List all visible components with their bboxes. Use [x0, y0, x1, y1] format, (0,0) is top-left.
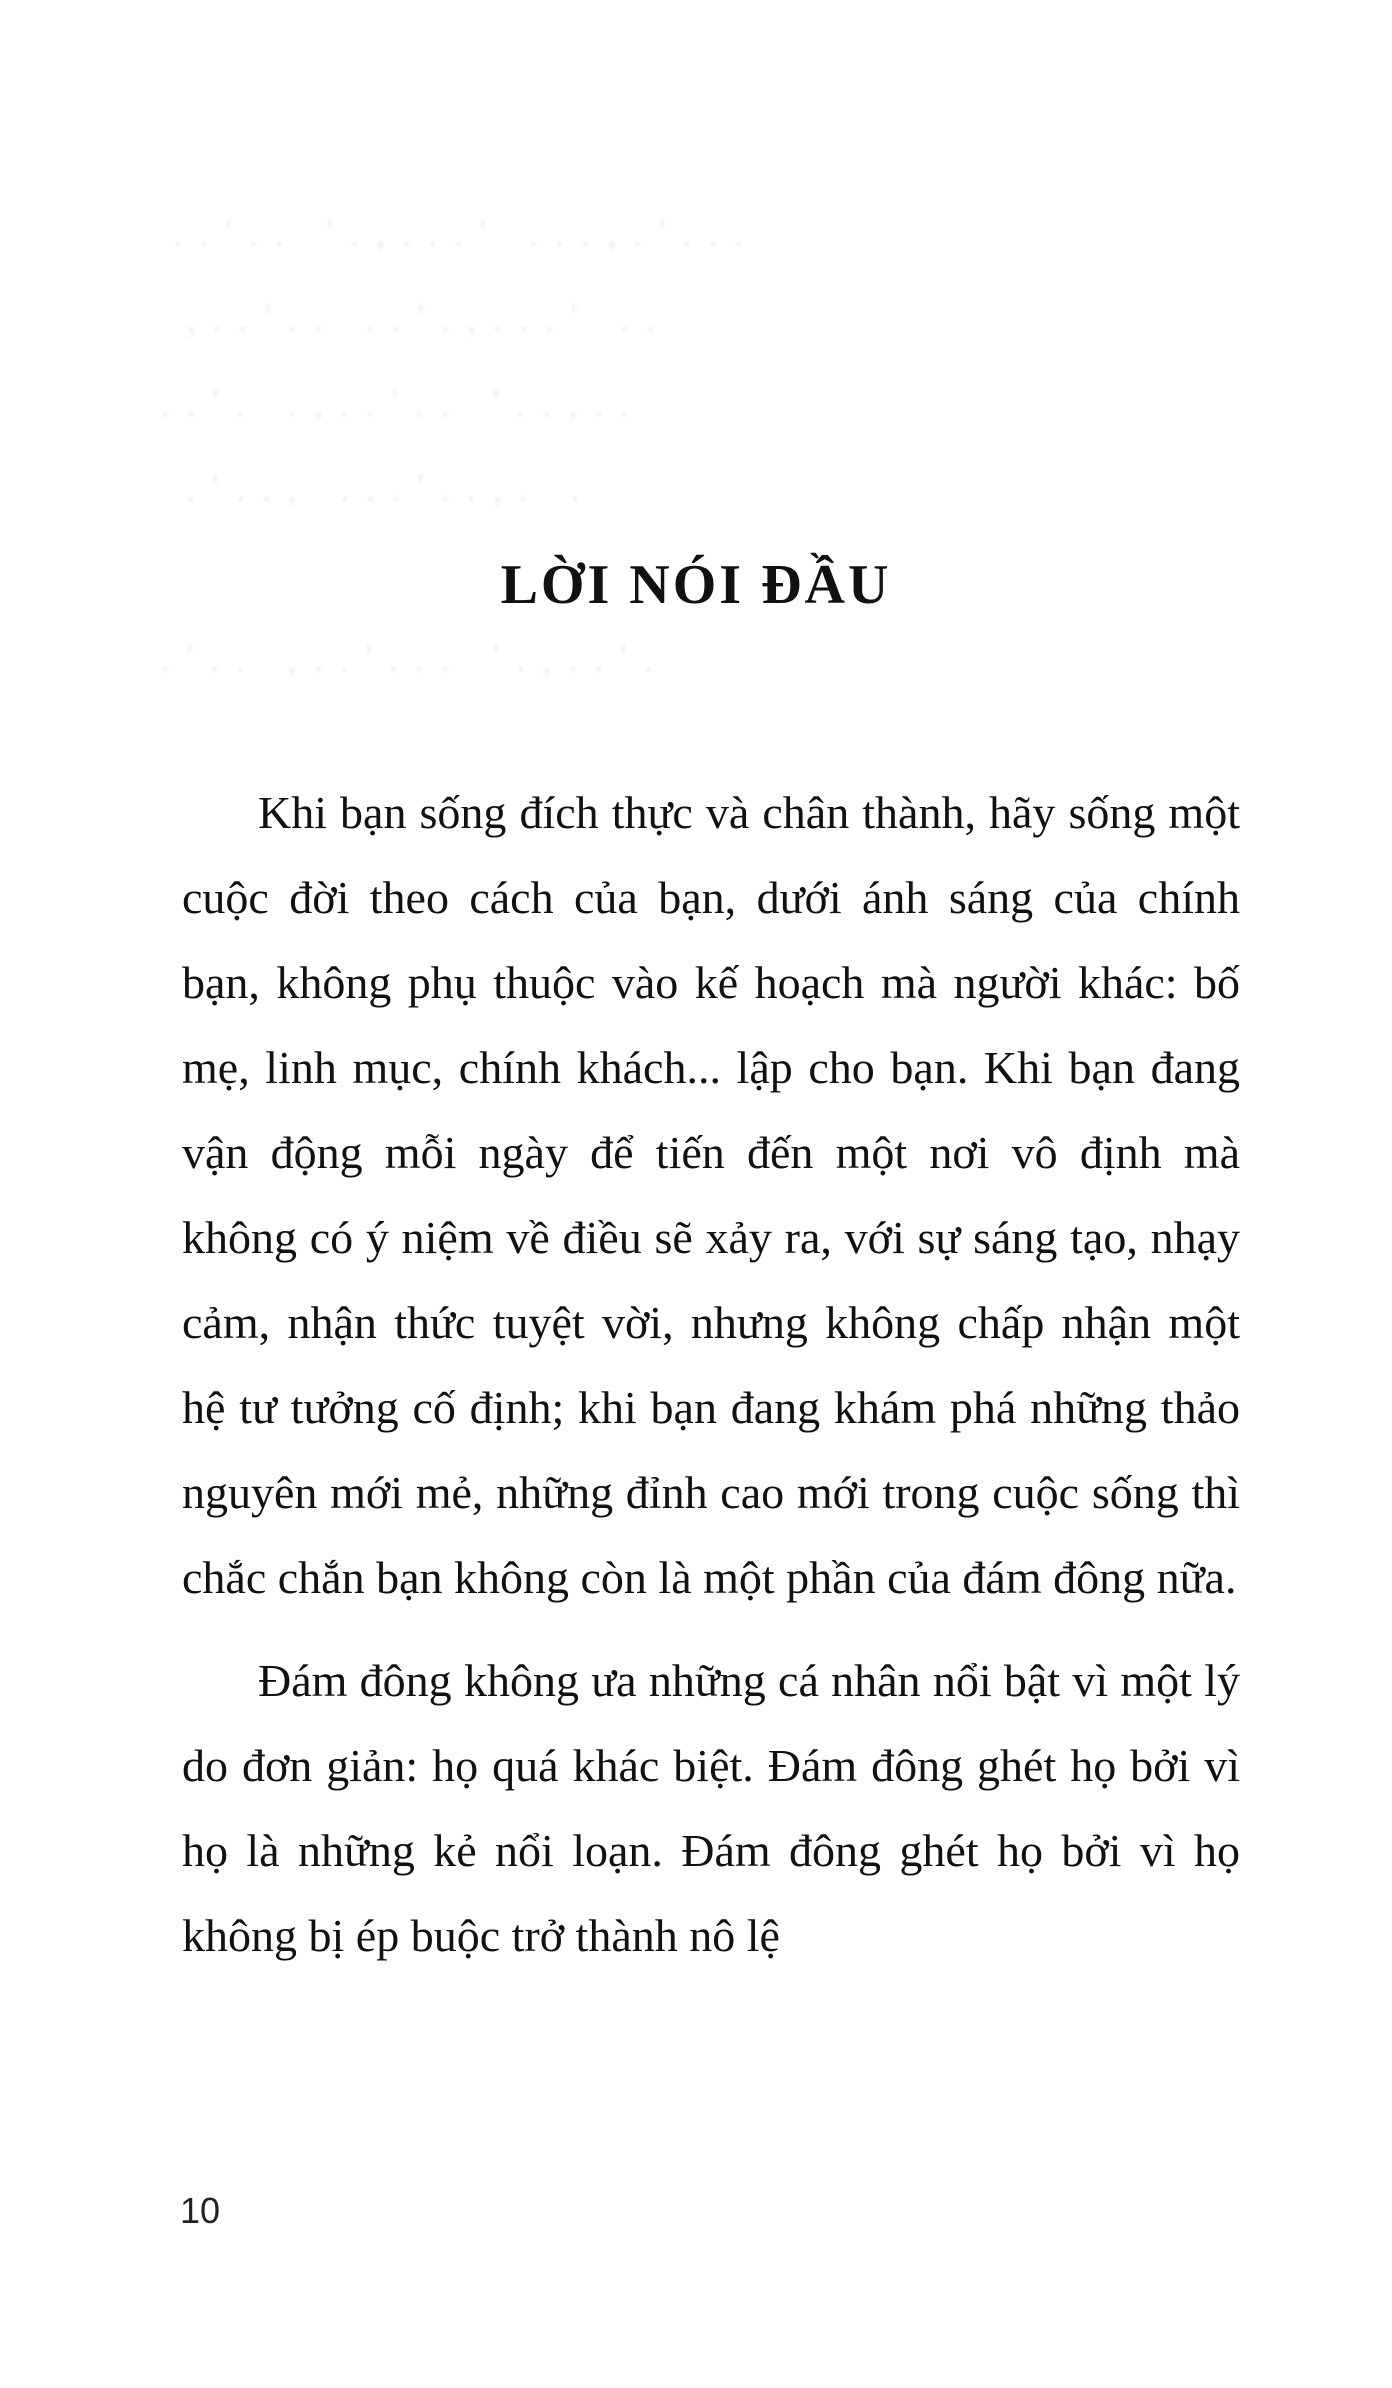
chapter-title: LỜI NÓI ĐẦU — [500, 553, 892, 616]
show-through-text: . . ' . . ' . , . . . ' . . . , . ' . . . , . . ' . . . . ' . , . . . ' . . . . ' . . , . . ' . . ' . . , . . . ' . . , . . . ' . . , . . . ' . . , . . ' . . . ' . , . . ' . — [160, 210, 747, 680]
body-text — [182, 770, 1240, 1978]
page-number: 10 — [180, 2190, 221, 2231]
paragraph: Đám đông không ưa những cá nhân nổi bật vì một lý do đơn giản: họ quá khác biệt. Đám đông ghét họ bởi vì họ là những kẻ nổi loạn. Đám đông ghét họ bởi vì họ không bị ép buộc trở thành nô lệ — [182, 1655, 1240, 1961]
paragraph: Khi bạn sống đích thực và chân thành, hãy sống một cuộc đời theo cách của bạn, dưới ánh sáng của chính bạn, không phụ thuộc vào kế hoạch mà người khác: bố mẹ, linh mục, chính khách... lập cho bạn. Khi bạn đang vận động mỗi ngày để tiến đến một nơi vô định mà không có ý niệm về điều sẽ xảy ra, với sự sáng tạo, nhạy cảm, nhận thức tuyệt vời, nhưng không chấp nhận một hệ tư tưởng cố định; khi bạn đang khám phá những thảo nguyên mới mẻ, những đỉnh cao mới trong cuộc sống thì chắc chắn bạn không còn là một phần của đám đông nữa. — [182, 787, 1240, 1603]
